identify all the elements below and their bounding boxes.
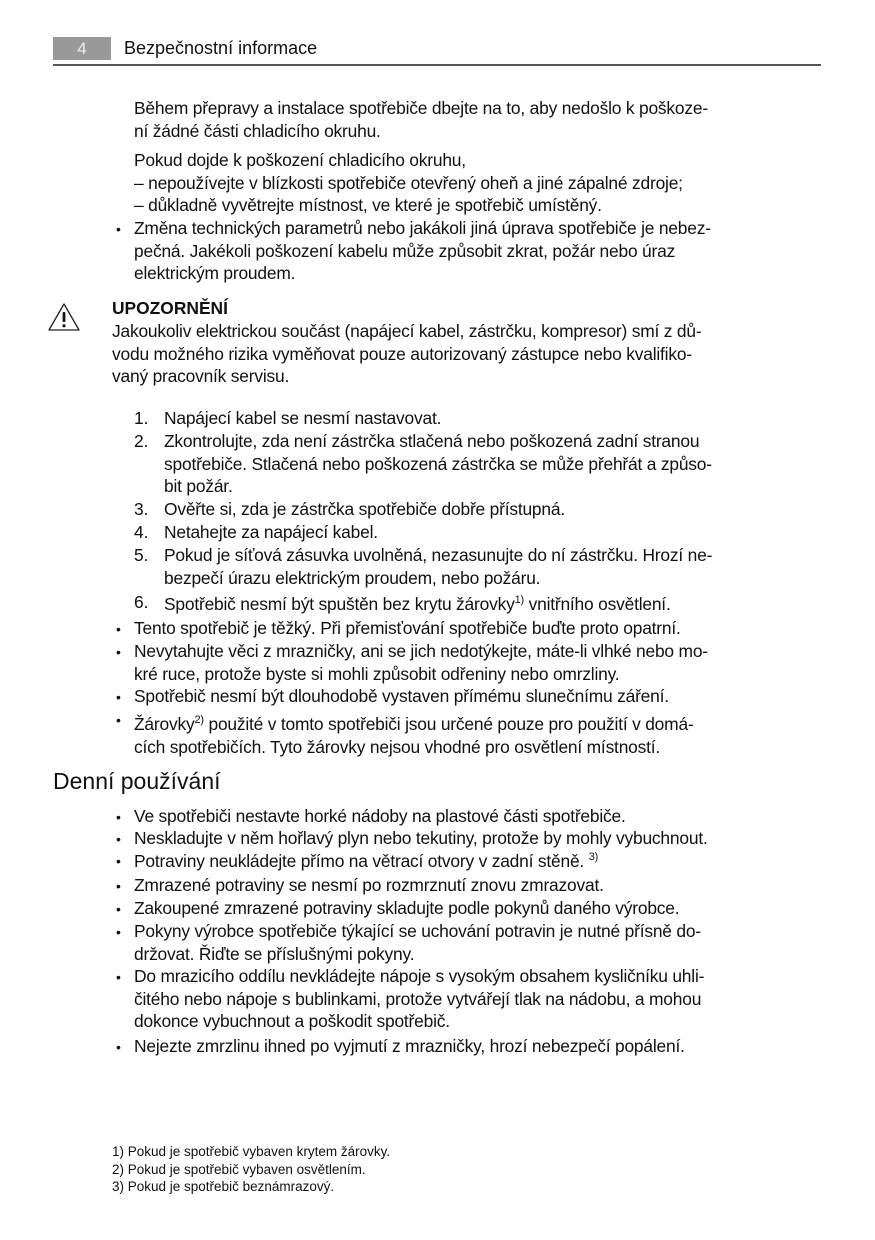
section-title: Denní používání	[53, 768, 221, 794]
text-span: Spotřebič nesmí být spuštěn bez krytu žárovky	[164, 594, 515, 614]
text-line: – důkladně vyvětrejte místnost, ve které je spotřebič umístěný.	[134, 195, 602, 216]
text-line: kré ruce, protože byste si mohli způsobit odřeniny nebo omrzliny.	[134, 663, 620, 684]
footnote: 3) Pokud je spotřebič beznámrazový.	[112, 1179, 335, 1194]
intro-paragraph-2	[134, 149, 683, 217]
text-line: Napájecí kabel se nesmí nastavovat.	[164, 408, 442, 428]
list-item	[134, 874, 604, 897]
text-line: spotřebiče. Stlačená nebo poškozená zástrčka se může přehřát a způso-	[164, 453, 712, 474]
text-line: ní žádné části chladicího okruhu.	[134, 120, 381, 141]
list-item	[134, 713, 694, 758]
bullet-marker: •	[116, 221, 121, 237]
text-line: cích spotřebičích. Tyto žárovky nejsou vhodné pro osvětlení místností.	[134, 736, 661, 757]
list-item	[164, 521, 378, 544]
text-line: Zmrazené potraviny se nesmí po rozmrznutí znovu zmrazovat.	[134, 875, 604, 895]
list-item	[164, 544, 712, 589]
list-item	[134, 640, 708, 685]
text-line: Pokud je síťová zásuvka uvolněná, nezasunujte do ní zástrčku. Hrozí ne-	[164, 545, 713, 565]
text-line: Ve spotřebiči nestavte horké nádoby na plastové části spotřebiče.	[134, 806, 626, 826]
text-line	[134, 850, 598, 873]
bullet-marker: •	[116, 809, 121, 825]
text-line: Pokud dojde k poškození chladicího okruhu,	[134, 150, 466, 170]
page-number: 4	[53, 37, 111, 60]
intro-paragraph-1	[134, 97, 708, 142]
bullet-marker: •	[116, 712, 121, 728]
text-line: bit požár.	[164, 476, 233, 497]
bullet-marker: •	[116, 1039, 121, 1055]
text-line	[164, 593, 671, 616]
text-line: Pokyny výrobce spotřebiče týkající se uchování potravin je nutné přísně do-	[134, 921, 701, 941]
text-span: vnitřního osvětlení.	[523, 594, 671, 614]
text-line: dokonce vybuchnout a poškodit spotřebič.	[134, 1011, 450, 1032]
text-line: Neskladujte v něm hořlavý plyn nebo tekutiny, protože by mohly vybuchnout.	[134, 828, 708, 848]
list-item	[134, 897, 679, 920]
list-item	[134, 617, 681, 640]
footnote: 2) Pokud je spotřebič vybaven osvětlením.	[112, 1161, 366, 1177]
page-header	[53, 37, 821, 66]
intro-bullet	[134, 217, 711, 285]
list-number: 4.	[134, 522, 149, 542]
list-item	[134, 685, 669, 708]
list-number: 2.	[134, 431, 149, 451]
text-line: čitého nebo nápoje s bublinkami, protože vytvářejí tlak na nádobu, a mohou	[134, 988, 702, 1009]
text-line: Během přepravy a instalace spotřebiče dbejte na to, aby nedošlo k poškoze-	[134, 98, 708, 118]
footnotes	[112, 1143, 390, 1196]
bullet-marker: •	[116, 853, 121, 869]
text-line: – nepoužívejte v blízkosti spotřebiče otevřený oheň a jiné zápalné zdroje;	[134, 172, 683, 193]
header-divider	[53, 64, 821, 66]
list-item	[134, 850, 598, 873]
footnote-ref: 2)	[194, 714, 204, 726]
list-number: 3.	[134, 499, 149, 519]
list-item	[134, 920, 701, 965]
list-number: 6.	[134, 592, 149, 612]
warning-triangle-icon	[47, 302, 81, 332]
text-line: držovat. Řiďte se příslušnými pokyny.	[134, 943, 415, 964]
footnote: 1) Pokud je spotřebič vybaven krytem žárovky.	[112, 1144, 391, 1159]
text-span: Žárovky	[134, 714, 195, 734]
footnote-ref: 1)	[514, 594, 524, 606]
bullet-marker: •	[116, 924, 121, 940]
bullet-marker: •	[116, 621, 121, 637]
bullet-marker: •	[116, 901, 121, 917]
text-line: Tento spotřebič je těžký. Při přemisťování spotřebiče buďte proto opatrní.	[134, 618, 681, 638]
list-item	[134, 805, 626, 828]
text-span: Potraviny neukládejte přímo na větrací otvory v zadní stěně.	[134, 851, 589, 871]
text-line: Spotřebič nesmí být dlouhodobě vystaven přímému slunečnímu záření.	[134, 686, 669, 706]
bullet-marker: •	[116, 831, 121, 847]
text-line: Jakoukoliv elektrickou součást (napájecí kabel, zástrčku, kompresor) smí z dů-	[112, 321, 702, 341]
list-item	[164, 407, 441, 430]
text-line: Nejezte zmrzlinu ihned po vyjmutí z mrazničky, hrozí nebezpečí popálení.	[134, 1036, 685, 1056]
text-line: Změna technických parametrů nebo jakákoli jiná úprava spotřebiče je nebez-	[134, 218, 711, 238]
text-line: vaný pracovník servisu.	[112, 366, 290, 387]
warning-title: UPOZORNĚNÍ	[112, 298, 228, 318]
list-number: 5.	[134, 545, 149, 565]
footnote-ref: 3)	[588, 851, 599, 863]
list-item	[134, 965, 704, 1033]
text-line: Zkontrolujte, zda není zástrčka stlačená nebo poškozená zadní stranou	[164, 431, 700, 451]
list-item	[134, 827, 708, 850]
text-line: vodu možného rizika vyměňovat pouze autorizovaný zástupce nebo kvalifiko-	[112, 343, 692, 364]
text-line: pečná. Jakékoli poškození kabelu může způsobit zkrat, požár nebo úraz	[134, 240, 676, 261]
list-item	[164, 430, 712, 498]
text-line: Zakoupené zmrazené potraviny skladujte podle pokynů daného výrobce.	[134, 898, 680, 918]
bullet-marker: •	[116, 644, 121, 660]
text-line	[134, 713, 694, 736]
warning-text	[112, 320, 701, 388]
page-header-title: Bezpečnostní informace	[124, 38, 318, 58]
text-line: Nevytahujte věci z mrazničky, ani se jich nedotýkejte, máte-li vlhké nebo mo-	[134, 641, 708, 661]
bullet-marker: •	[116, 878, 121, 894]
list-item	[134, 1035, 685, 1058]
text-line: Netahejte za napájecí kabel.	[164, 522, 378, 542]
text-line: elektrickým proudem.	[134, 263, 296, 284]
text-line: Ověřte si, zda je zástrčka spotřebiče dobře přístupná.	[164, 499, 565, 519]
bullet-marker: •	[116, 969, 121, 985]
bullet-marker: •	[116, 689, 121, 705]
text-line: bezpečí úrazu elektrickým proudem, nebo požáru.	[164, 567, 541, 588]
text-span: použité v tomto spotřebiči jsou určené pouze pro použití v domá-	[203, 714, 694, 734]
list-item	[164, 498, 565, 521]
list-number: 1.	[134, 408, 149, 428]
list-item	[164, 593, 671, 616]
text-line: Do mrazicího oddílu nevkládejte nápoje s vysokým obsahem kysličníku uhli-	[134, 966, 705, 986]
